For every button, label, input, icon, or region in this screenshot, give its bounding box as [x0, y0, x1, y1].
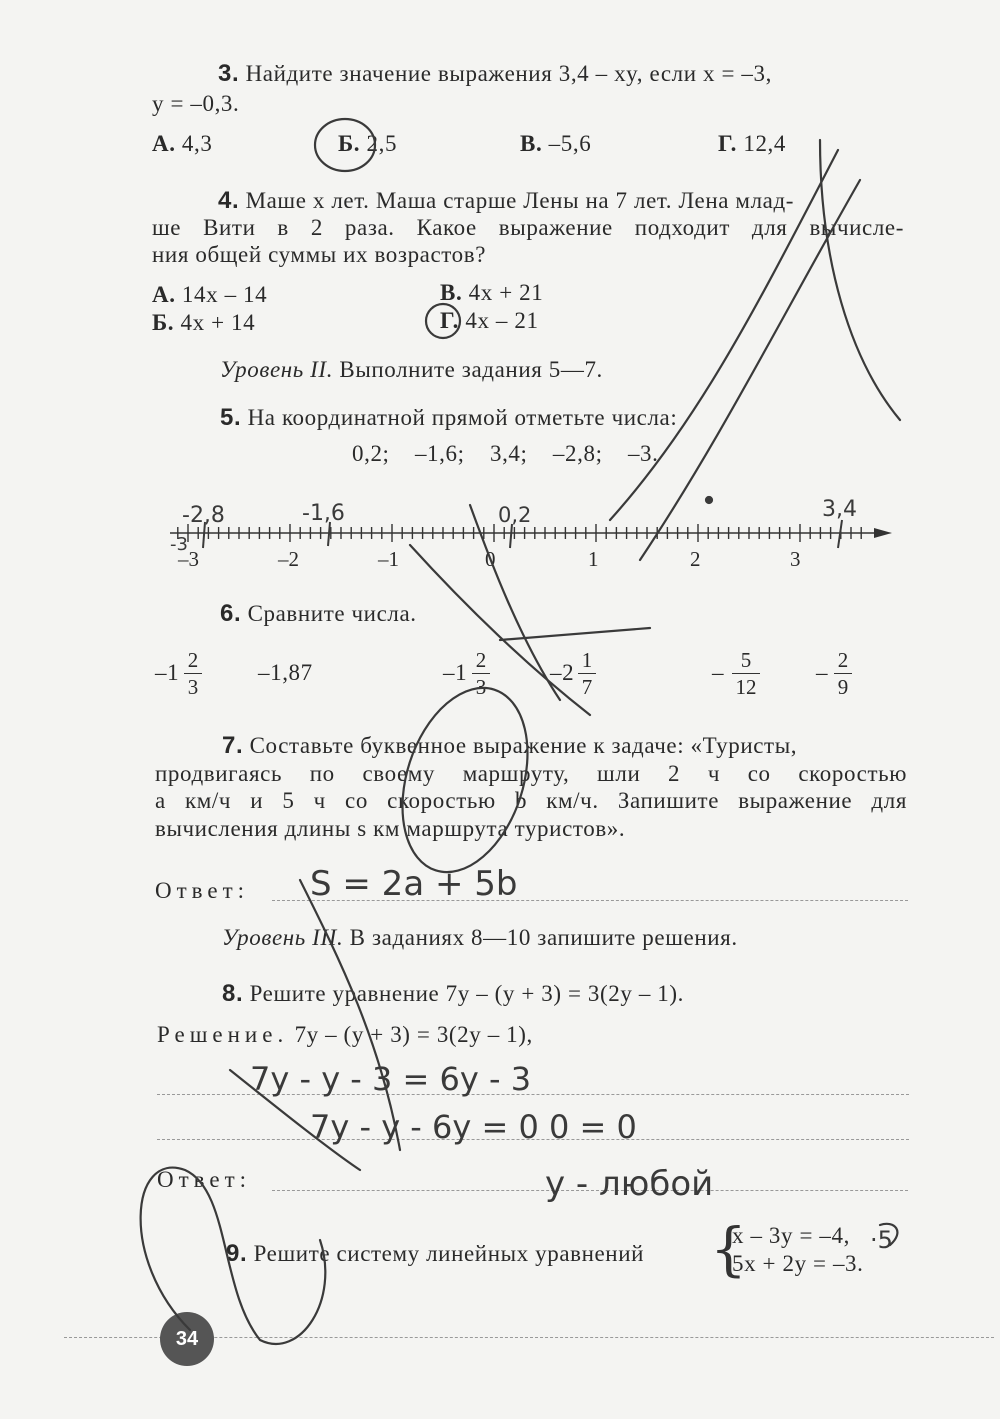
- axis-label: 2: [690, 547, 701, 571]
- hw-label-0-2: 0,2: [498, 503, 532, 527]
- q6-line: 6. Сравните числа.: [220, 600, 417, 627]
- level2-heading: Уровень II. Выполните задания 5—7.: [220, 357, 603, 382]
- q7-answer-label: Ответ:: [155, 878, 250, 903]
- answer-circle-g: [426, 304, 460, 338]
- q4-text: Маше x лет. Маша старше Лены на 7 лет. Лена млад-: [245, 188, 795, 213]
- q8-answer-label: Ответ:: [157, 1167, 252, 1192]
- overlay-stroke: [470, 505, 560, 700]
- q4-option-a: А. 14x – 14: [152, 282, 268, 307]
- q9-eq2: 5x + 2y = –3.: [732, 1251, 864, 1276]
- q8-handwritten-answer: y - любой: [545, 1164, 714, 1204]
- q6-c1-right: –1,87: [258, 660, 313, 685]
- q3-number: 3.: [218, 60, 240, 87]
- answer-circle-b: [315, 119, 375, 171]
- q7-line3: a км/ч и 5 ч со скоростью b км/ч. Запишите выражение для: [155, 788, 907, 813]
- q6-c3-minus-right: –: [816, 660, 829, 685]
- axis-label: 0: [485, 547, 496, 571]
- q4-option-v: В. 4x + 21: [440, 280, 544, 305]
- q6-c1-whole: –1: [155, 660, 180, 685]
- q3-line2: y = –0,3.: [152, 91, 240, 116]
- hw-label-minus-1-6: -1,6: [302, 501, 345, 526]
- q5-numbers: 0,2; –1,6; 3,4; –2,8; –3.: [352, 441, 659, 466]
- q6-c3-minus-left: –: [712, 660, 725, 685]
- q3-text: Найдите значение выражения 3,4 – xy, если x = –3,: [245, 61, 772, 86]
- q4-line2: ше Вити в 2 раза. Какое выражение подходит для вычисле-: [152, 215, 904, 240]
- q6-c3-right-fraction: 2 9: [834, 648, 852, 699]
- overlay-stroke: [380, 672, 549, 889]
- q9-handwritten-mult: ·5: [870, 1226, 893, 1254]
- hw-label-minus-3: -3: [170, 534, 188, 555]
- q5-line: 5. На координатной прямой отметьте числа:: [220, 404, 678, 431]
- overlay-stroke: [410, 545, 590, 715]
- q6-c2-right-whole: –2: [550, 660, 575, 685]
- q8-solution: Решение. 7y – (y + 3) = 3(2y – 1),: [157, 1022, 533, 1047]
- q6-c2-fraction: 2 3: [472, 648, 490, 699]
- overlay-stroke: [141, 1168, 326, 1344]
- q6-c3-left-fraction: 5 12: [732, 648, 760, 699]
- q8-handwritten-line1: 7y - y - 3 = 6y - 3: [250, 1060, 532, 1098]
- q8-handwritten-line2: 7y - y - 6y = 0 0 = 0: [310, 1108, 637, 1146]
- axis-label: –3: [178, 547, 199, 571]
- q6-c1-fraction: 2 3: [184, 648, 202, 699]
- page-number: 34: [160, 1312, 214, 1366]
- hw-label-minus-2-8: -2,8: [182, 503, 225, 528]
- axis-label: –1: [378, 547, 399, 571]
- q6-c2-right-fraction: 1 7: [578, 648, 596, 699]
- level3-heading: Уровень III. В заданиях 8—10 запишите решения.: [222, 925, 738, 950]
- q3-option-v: В. –5,6: [520, 131, 592, 156]
- q3-option-b: Б. 2,5: [338, 131, 398, 156]
- q7-line4: вычисления длины s км маршрута туристов».: [155, 816, 626, 841]
- q4-number: 4.: [218, 187, 240, 214]
- q4-option-b: Б. 4x + 14: [152, 310, 256, 335]
- q9-eq1: x – 3y = –4,: [732, 1223, 850, 1248]
- axis-label: –2: [278, 547, 299, 571]
- q9-line: 9. Решите систему линейных уравнений: [226, 1240, 645, 1267]
- overlay-dot: [706, 497, 712, 503]
- q7-line1: 7. Составьте буквенное выражение к задаче: «Туристы,: [222, 732, 798, 759]
- q3-option-a: А. 4,3: [152, 131, 213, 156]
- q7-line2: продвигаясь по своему маршруту, шли 2 ч со скоростью: [155, 761, 907, 786]
- system-brace: {: [710, 1215, 747, 1283]
- q6-c2-whole: –1: [443, 660, 468, 685]
- axis-label: 3: [790, 547, 801, 571]
- q7-handwritten-answer: S = 2a + 5b: [310, 864, 518, 904]
- hw-label-3-4: 3,4: [822, 497, 857, 522]
- overlay-stroke: [610, 150, 860, 560]
- q4-option-g: Г. 4x – 21: [440, 308, 539, 333]
- q4-line3: ния общей суммы их возрастов?: [152, 242, 487, 267]
- q3-option-g: Г. 12,4: [718, 131, 787, 156]
- axis-label: 1: [588, 547, 599, 571]
- q8-line: 8. Решите уравнение 7y – (y + 3) = 3(2y – 1).: [222, 980, 684, 1007]
